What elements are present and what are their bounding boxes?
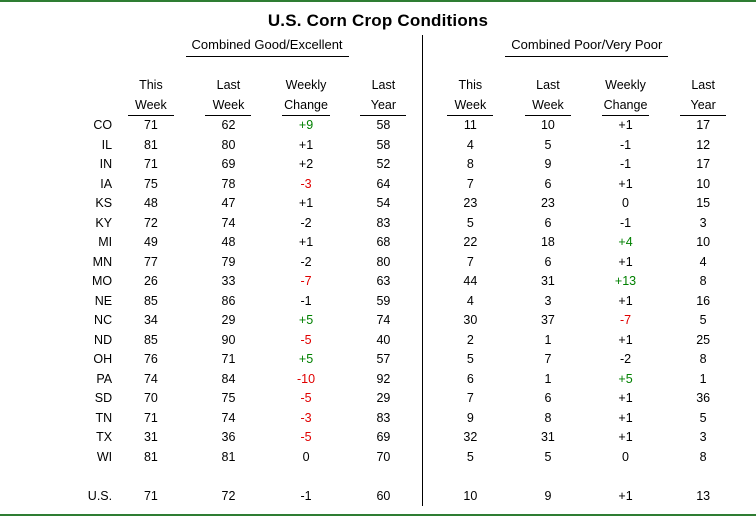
cell-ge-last: 74: [221, 410, 236, 425]
group-divider-cell: [422, 487, 431, 507]
table-row: [14, 311, 742, 331]
cell-pv-change: +13: [614, 274, 637, 288]
cell-pv-change: 0: [622, 449, 629, 464]
cell-ge-last: 36: [221, 430, 236, 444]
cell-ge-lastyear: 58: [376, 137, 391, 152]
cell-pv-this: 30: [463, 313, 478, 327]
table-row: [14, 214, 742, 234]
row-state-label: MI: [98, 235, 113, 249]
cell-pv-lastyear: 13: [696, 488, 711, 503]
cell-pv-lastyear: 25: [696, 332, 711, 347]
col-head-ge-lastyear: Last: [371, 78, 396, 92]
cell-ge-last: 33: [221, 274, 236, 288]
table-row: [14, 428, 742, 448]
cell-pv-last: 3: [544, 293, 552, 308]
row-state-label: IL: [101, 137, 113, 152]
crop-conditions-table: [14, 35, 742, 506]
cell-ge-last: 86: [221, 293, 236, 308]
cell-pv-last: 9: [544, 157, 552, 171]
cell-ge-change: -10: [297, 371, 316, 386]
cell-pv-lastyear: 5: [699, 313, 707, 327]
cell-pv-this: 32: [463, 430, 478, 444]
cell-pv-lastyear: 16: [696, 293, 711, 308]
group-divider-cell: [422, 175, 431, 195]
cell-pv-last: 1: [544, 371, 552, 386]
cell-ge-last: 47: [221, 196, 236, 210]
cell-pv-this: 9: [466, 410, 474, 425]
table-row: [14, 116, 742, 136]
cell-ge-this: 48: [143, 196, 158, 210]
row-state-label: IA: [100, 176, 113, 191]
cell-pv-change: +1: [618, 488, 633, 503]
cell-ge-lastyear: 40: [376, 332, 391, 347]
cell-ge-change: -5: [300, 332, 312, 347]
cell-pv-change: +1: [618, 254, 633, 269]
cell-ge-change: -7: [300, 274, 312, 288]
cell-ge-change: -2: [300, 215, 312, 230]
group-divider-cell: [422, 389, 431, 409]
cell-ge-change: +1: [298, 196, 314, 210]
group-divider-cell: [422, 311, 431, 331]
cell-ge-lastyear: 59: [376, 293, 391, 308]
column-header-row-2: [14, 96, 742, 117]
cell-ge-change: +1: [298, 235, 314, 249]
table-container: [0, 35, 756, 506]
cell-pv-last: 1: [544, 332, 552, 347]
cell-pv-change: -1: [619, 215, 632, 230]
cell-pv-lastyear: 3: [699, 430, 707, 444]
cell-pv-change: -7: [619, 313, 632, 327]
cell-pv-lastyear: 15: [696, 196, 711, 210]
col-head-ge-last: Last: [216, 78, 241, 92]
table-row: [14, 233, 742, 253]
group-divider-cell: [422, 370, 431, 390]
table-row: [14, 370, 742, 390]
cell-pv-last: 5: [544, 137, 552, 152]
cell-pv-this: 7: [466, 391, 474, 405]
cell-pv-change: +1: [618, 293, 633, 308]
cell-pv-lastyear: 17: [696, 118, 711, 132]
group-divider-cell: [422, 428, 431, 448]
cell-ge-lastyear: 74: [376, 313, 391, 327]
cell-ge-this: 75: [143, 176, 158, 191]
col-head-ge-this: This: [139, 78, 163, 92]
cell-pv-last: 8: [544, 410, 552, 425]
cell-ge-last: 74: [221, 215, 236, 230]
cell-ge-last: 62: [221, 118, 236, 132]
cell-pv-last: 10: [540, 118, 555, 132]
group-divider-cell: [422, 136, 431, 156]
row-state-label: NE: [94, 293, 113, 308]
group-divider: [422, 35, 431, 57]
cell-pv-change: +1: [618, 332, 633, 347]
col-head-pv-this-2: Week: [432, 96, 510, 117]
cell-pv-this: 2: [466, 332, 474, 347]
cell-pv-change: -1: [619, 137, 632, 152]
table-row: [14, 136, 742, 156]
cell-pv-this: 7: [466, 176, 474, 191]
cell-ge-last: 72: [221, 488, 236, 503]
cell-ge-this: 76: [143, 352, 158, 366]
cell-ge-this: 85: [143, 332, 158, 347]
table-row: [14, 448, 742, 468]
cell-pv-change: +1: [618, 391, 633, 405]
col-head-pv-lastyear-2: Year: [664, 96, 742, 117]
col-head-ge-last-2: Week: [190, 96, 268, 117]
table-spacer-row: [14, 467, 742, 487]
group-header-poor-very-poor: Combined Poor/Very Poor: [432, 35, 742, 57]
cell-pv-change: -2: [619, 352, 632, 366]
cell-ge-last: 84: [221, 371, 236, 386]
group-divider-cell: [422, 331, 431, 351]
row-state-label: U.S.: [87, 488, 113, 503]
col-head-pv-this: This: [458, 78, 483, 92]
table-header: [14, 35, 742, 116]
cell-pv-this: 10: [463, 488, 478, 503]
table-row: [14, 292, 742, 312]
cell-ge-change: 0: [302, 449, 310, 464]
row-state-label: MO: [91, 274, 113, 288]
cell-pv-last: 31: [540, 430, 555, 444]
cell-ge-change: -1: [300, 488, 312, 503]
corner-cell: [14, 35, 112, 57]
row-state-label: PA: [96, 371, 113, 386]
table-row: [14, 253, 742, 273]
cell-pv-this: 11: [463, 118, 477, 132]
cell-ge-change: -3: [300, 410, 312, 425]
cell-ge-last: 75: [221, 391, 236, 405]
group-divider-cell: [422, 214, 431, 234]
row-state-label: OH: [93, 352, 113, 366]
cell-ge-lastyear: 70: [376, 449, 391, 464]
cell-pv-last: 6: [544, 254, 552, 269]
cell-ge-last: 29: [221, 313, 236, 327]
cell-pv-last: 6: [544, 215, 552, 230]
cell-ge-last: 90: [221, 332, 236, 347]
cell-ge-lastyear: 57: [376, 352, 391, 366]
cell-ge-last: 48: [221, 235, 236, 249]
cell-pv-last: 9: [544, 488, 552, 503]
col-head-pv-last: Last: [536, 78, 560, 92]
group-divider-cell: [422, 409, 431, 429]
table-row: [14, 331, 742, 351]
cell-pv-lastyear: 3: [699, 215, 707, 230]
cell-ge-lastyear: 52: [376, 157, 391, 171]
row-state-label: SD: [94, 391, 113, 405]
cell-ge-change: +5: [298, 352, 314, 366]
table-row: [14, 175, 742, 195]
group-divider-cell: [422, 272, 431, 292]
table-row: [14, 389, 742, 409]
cell-ge-this: 71: [143, 118, 158, 132]
cell-pv-change: -1: [619, 157, 632, 171]
cell-pv-last: 37: [540, 313, 555, 327]
cell-pv-last: 6: [544, 176, 552, 191]
row-state-label: NC: [94, 313, 113, 327]
cell-pv-this: 44: [463, 274, 478, 288]
cell-pv-this: 4: [466, 293, 474, 308]
cell-ge-change: -5: [300, 430, 312, 444]
cell-ge-this: 77: [143, 254, 158, 269]
cell-ge-this: 26: [143, 274, 158, 288]
table-row-us-total: [14, 487, 742, 507]
col-head-ge-this-2: Week: [112, 96, 190, 117]
col-head-ge-weekly-2: Change: [267, 96, 345, 117]
cell-ge-change: +5: [298, 313, 314, 327]
cell-pv-lastyear: 1: [699, 371, 707, 386]
cell-pv-change: +4: [618, 235, 633, 249]
col-head-ge-weekly: Weekly: [285, 78, 327, 92]
cell-pv-last: 7: [544, 352, 552, 366]
cell-pv-this: 5: [466, 352, 474, 366]
cell-ge-this: 71: [143, 410, 158, 425]
group-divider-cell: [422, 350, 431, 370]
cell-ge-change: +9: [298, 118, 314, 132]
group-header-row: [14, 35, 742, 57]
cell-ge-this: 49: [143, 235, 158, 249]
cell-pv-last: 23: [540, 196, 555, 210]
cell-pv-last: 6: [544, 391, 552, 405]
table-body: [14, 116, 742, 506]
col-head-pv-weekly: Weekly: [605, 78, 646, 92]
cell-ge-lastyear: 83: [376, 215, 391, 230]
cell-ge-change: -1: [300, 293, 312, 308]
cell-ge-this: 81: [143, 137, 158, 152]
group-divider-cell: [422, 233, 431, 253]
group-divider-cell: [422, 292, 431, 312]
cell-ge-lastyear: 63: [376, 274, 391, 288]
col-head-ge-lastyear-2: Year: [345, 96, 423, 117]
cell-ge-last: 78: [221, 176, 236, 191]
page-title: U.S. Corn Crop Conditions: [267, 11, 489, 30]
row-state-label: ND: [94, 332, 113, 347]
cell-ge-this: 31: [143, 430, 158, 444]
cell-ge-change: -5: [300, 391, 312, 405]
cell-ge-last: 69: [221, 157, 236, 171]
cell-ge-last: 80: [221, 137, 236, 152]
table-row: [14, 155, 742, 175]
cell-pv-this: 8: [466, 157, 474, 171]
cell-pv-last: 5: [544, 449, 552, 464]
cell-pv-this: 22: [463, 235, 478, 249]
group-divider-cell: [422, 116, 431, 136]
cell-pv-lastyear: 8: [699, 352, 707, 366]
cell-ge-lastyear: 83: [376, 410, 391, 425]
cell-ge-lastyear: 80: [376, 254, 391, 269]
table-row: [14, 272, 742, 292]
cell-pv-last: 18: [540, 235, 555, 249]
cell-pv-change: 0: [622, 196, 629, 210]
col-head-pv-lastyear: Last: [691, 78, 715, 92]
cell-pv-lastyear: 5: [699, 410, 707, 425]
cell-ge-this: 74: [143, 371, 158, 386]
cell-pv-this: 6: [466, 371, 474, 386]
cell-ge-lastyear: 68: [376, 235, 391, 249]
cell-pv-lastyear: 17: [696, 157, 711, 171]
cell-ge-lastyear: 58: [376, 118, 391, 132]
row-state-label: MN: [92, 254, 113, 269]
cell-ge-change: -2: [300, 254, 312, 269]
group-divider-cell: [422, 155, 431, 175]
cell-ge-this: 71: [143, 488, 158, 503]
cell-ge-change: +1: [298, 137, 314, 152]
cell-ge-last: 79: [221, 254, 236, 269]
cell-pv-change: +1: [618, 430, 633, 444]
cell-pv-last: 31: [540, 274, 555, 288]
cell-ge-this: 34: [143, 313, 158, 327]
row-state-label: KY: [95, 215, 113, 230]
cell-pv-lastyear: 8: [699, 449, 707, 464]
cell-ge-lastyear: 29: [376, 391, 391, 405]
group-divider-cell: [422, 194, 431, 214]
col-head-pv-weekly-2: Change: [587, 96, 665, 117]
cell-pv-change: +5: [618, 371, 633, 386]
cell-ge-lastyear: 60: [376, 488, 391, 503]
cell-ge-lastyear: 54: [376, 196, 391, 210]
cell-ge-lastyear: 69: [376, 430, 391, 444]
cell-ge-this: 81: [143, 449, 158, 464]
cell-pv-change: +1: [618, 118, 633, 132]
row-state-label: TX: [96, 430, 113, 444]
group-divider-cell: [422, 448, 431, 468]
cell-pv-lastyear: 8: [699, 274, 707, 288]
cell-ge-this: 72: [143, 215, 158, 230]
cell-pv-lastyear: 4: [699, 254, 707, 269]
group-divider-cell: [422, 253, 431, 273]
cell-ge-this: 70: [143, 391, 158, 405]
row-state-label: WI: [96, 449, 113, 464]
cell-pv-change: +1: [618, 410, 633, 425]
cell-ge-lastyear: 64: [376, 176, 391, 191]
cell-pv-lastyear: 10: [696, 235, 711, 249]
col-head-pv-last-2: Week: [509, 96, 587, 117]
cell-ge-lastyear: 92: [376, 371, 391, 386]
cell-pv-change: +1: [618, 176, 633, 191]
cell-ge-this: 71: [143, 157, 158, 171]
row-state-label: KS: [95, 196, 113, 210]
cell-pv-this: 23: [463, 196, 478, 210]
row-state-label: IN: [99, 157, 113, 171]
cell-ge-last: 81: [221, 449, 236, 464]
header-spacer-row: [14, 57, 742, 77]
row-state-label: CO: [93, 118, 113, 132]
column-header-row-1: [14, 76, 742, 96]
cell-ge-this: 85: [143, 293, 158, 308]
table-row: [14, 350, 742, 370]
group-header-good-excellent: Combined Good/Excellent: [112, 35, 422, 57]
cell-ge-change: -3: [300, 176, 312, 191]
cell-pv-this: 4: [466, 137, 474, 152]
cell-pv-lastyear: 12: [696, 137, 711, 152]
cell-pv-lastyear: 36: [696, 391, 711, 405]
cell-pv-this: 7: [466, 254, 474, 269]
cell-ge-change: +2: [298, 157, 314, 171]
row-state-label: TN: [95, 410, 113, 425]
cell-pv-this: 5: [466, 449, 474, 464]
table-row: [14, 409, 742, 429]
cell-ge-last: 71: [221, 352, 236, 366]
cell-pv-lastyear: 10: [696, 176, 711, 191]
table-row: [14, 194, 742, 214]
cell-pv-this: 5: [466, 215, 474, 230]
